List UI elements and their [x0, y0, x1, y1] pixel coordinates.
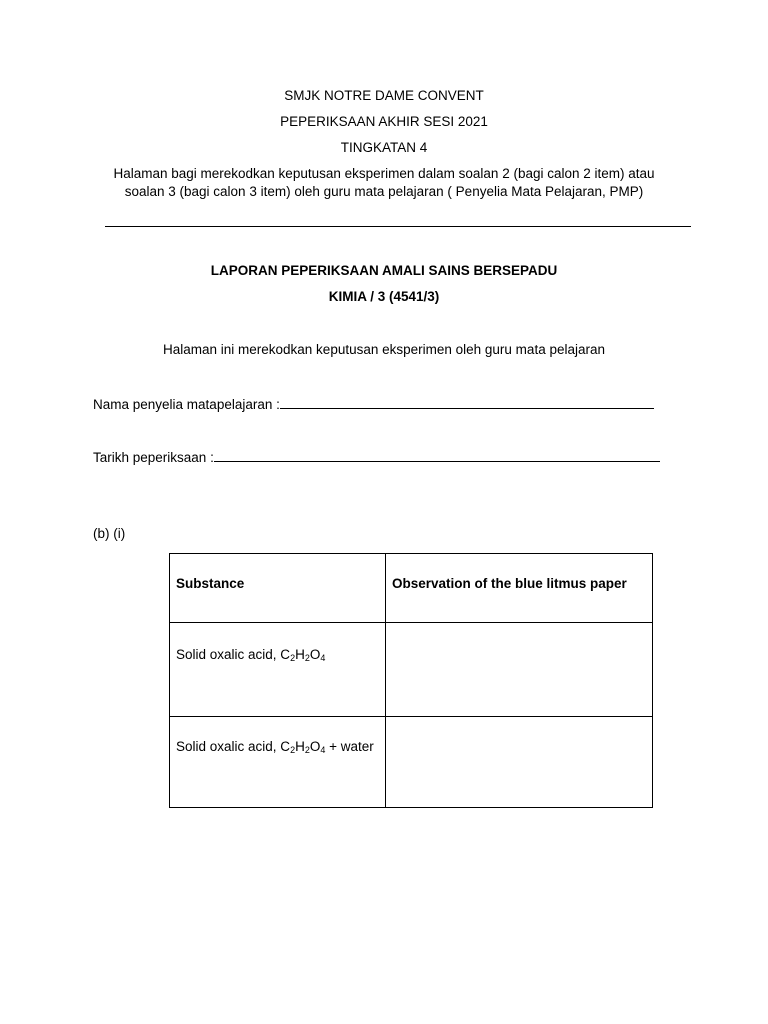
- supervisor-label: Nama penyelia matapelajaran :: [93, 397, 280, 412]
- date-blank[interactable]: [214, 448, 660, 462]
- supervisor-blank[interactable]: [280, 395, 654, 409]
- table-header-row: [170, 554, 653, 623]
- intro-line-2: soalan 3 (bagi calon 3 item) oleh guru mata pelajaran ( Penyelia Mata Pelajaran, PMP): [124, 184, 644, 199]
- separator-rule: [105, 226, 691, 227]
- report-subject: KIMIA / 3 (4541/3): [328, 289, 440, 304]
- school-name: SMJK NOTRE DAME CONVENT: [284, 88, 484, 103]
- intro-paragraph: [84, 165, 684, 201]
- substance-cell: Solid oxalic acid, $C_2H_2O_4$: [170, 623, 386, 717]
- date-field[interactable]: [93, 448, 660, 466]
- observation-cell[interactable]: [386, 623, 653, 717]
- header-substance: Substance: [170, 554, 386, 623]
- date-label: Tarikh peperiksaan :: [93, 450, 214, 465]
- header-observation: Observation of the blue litmus paper: [386, 554, 653, 623]
- observation-table: [169, 553, 653, 808]
- report-title: LAPORAN PEPERIKSAAN AMALI SAINS BERSEPADU: [210, 263, 558, 278]
- observation-cell[interactable]: [386, 717, 653, 808]
- substance-cell: Solid oxalic acid, $C_2H_2O_4$ + water: [170, 717, 386, 808]
- table-row: [170, 717, 653, 808]
- supervisor-field[interactable]: [93, 395, 654, 413]
- intro-line-1: Halaman bagi merekodkan keputusan eksperimen dalam soalan 2 (bagi calon 2 item) atau: [113, 166, 655, 181]
- report-note: Halaman ini merekodkan keputusan eksperimen oleh guru mata pelajaran: [162, 342, 605, 357]
- question-label: (b) (i): [93, 526, 126, 541]
- form-level: TINGKATAN 4: [340, 140, 428, 155]
- exam-title: PEPERIKSAAN AKHIR SESI 2021: [280, 114, 488, 129]
- table-row: [170, 623, 653, 717]
